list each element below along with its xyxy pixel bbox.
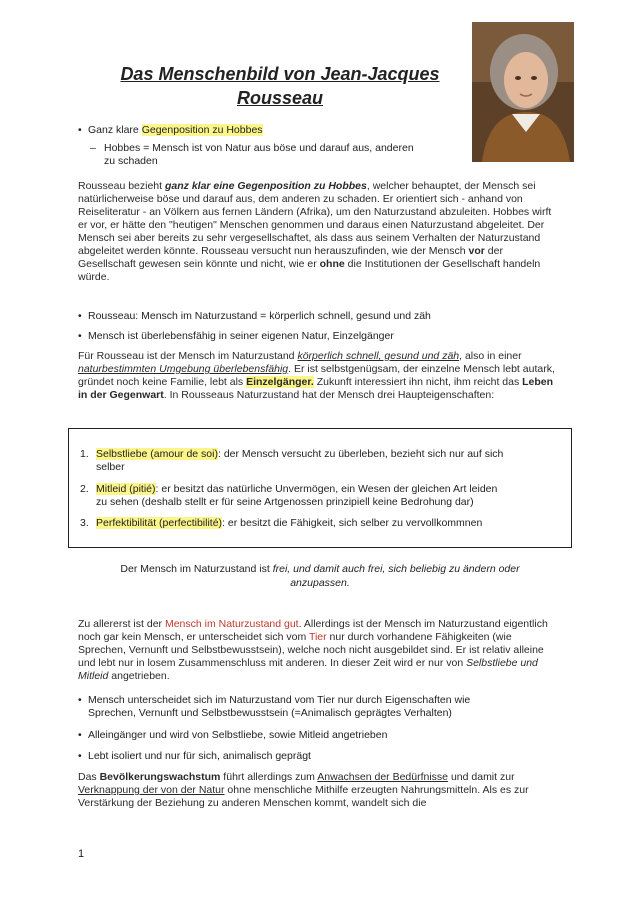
portrait-image: [472, 22, 574, 162]
page-number: 1: [78, 848, 85, 860]
list-item-perfektibilitaet: 3. Perfektibilität (perfectibilité): er besitzt die Fähigkeit, sich selber zu vervollkommnen: [80, 517, 483, 529]
list-item-selbstliebe: 1. Selbstliebe (amour de soi): der Mensch versucht zu überleben, bezieht sich nur auf sich selber: [80, 448, 504, 473]
bullet-isoliert: • Lebt isoliert und nur für sich, animalisch geprägt: [78, 750, 311, 762]
title-line-1: Das Menschenbild von Jean-Jacques: [120, 64, 440, 84]
centered-statement: Der Mensch im Naturzustand ist frei, und damit auch frei, sich beliebig zu ändern oder anzupassen.: [120, 563, 520, 589]
sub-bullet-line-1: Hobbes = Mensch ist von Natur aus böse und darauf aus, anderen: [104, 142, 414, 154]
bullet-dot: •: [78, 124, 82, 136]
highlight-gegenposition: Gegenposition zu Hobbes: [141, 124, 263, 136]
title-line-2: Rousseau: [236, 88, 324, 108]
bullet-gegenposition: [78, 124, 558, 137]
bullet-tier: • Mensch unterscheidet sich im Naturzustand vom Tier nur durch Eigenschaften wie Sprechen, Vernunft und Selbstbewusstsein (=Animalisch geprägtes Verhalten): [78, 694, 471, 719]
paragraph-mensch-gut: Zu allererst ist der Mensch im Naturzustand gut. Allerdings ist der Mensch im Naturzustand eigentlich noch gar kein Mensch, er unterscheidet sich vom Tier nur durch vorhandene Fähigkeiten (wie Sprechen, Vernunft und Selbstbewusstsein), welche noch nicht ausgebildet sind. Er ist relativ alleine und lebt nur in losem Zusammenschluss mit anderen. In dieser Zeit wird er nur von Selbstliebe und Mitleid angetrieben.: [78, 618, 548, 682]
highlight-selbstliebe: Selbstliebe (amour de soi): [96, 448, 218, 460]
paragraph-naturzustand: Für Rousseau ist der Mensch im Naturzustand körperlich schnell, gesund und zäh, also in einer naturbestimmten Umgebung überlebensfähig. Er ist selbstgenügsam, der einzelne Mensch lebt autark, gründet noch keine Familie, lebt als Einzelgänger. Zukunft interessiert ihn nicht, ihm reicht das Leben in der Gegenwart. In Rousseaus Naturzustand hat der Mensch drei Haupteigenschaften:: [78, 350, 555, 401]
bullet-alleingaenger: • Alleingänger und wird von Selbstliebe, sowie Mitleid angetrieben: [78, 729, 388, 741]
paragraph-bevoelkerung: Das Bevölkerungswachstum führt allerdings zum Anwachsen der Bedürfnisse und damit zur Verknappung der von der Natur ohne menschliche Mithilfe erzeugten Nahrungsmitteln. Als es zur Verstärkung der Beziehung zu anderen Menschen kommt, wandelt sich die: [78, 771, 529, 809]
bullet-text: Rousseau: Mensch im Naturzustand = körperlich schnell, gesund und zäh: [88, 310, 431, 322]
bullet-naturzustand: • Rousseau: Mensch im Naturzustand = körperlich schnell, gesund und zäh: [78, 310, 431, 322]
page-title: [60, 62, 500, 110]
list-item-mitleid: 2. Mitleid (pitié): er besitzt das natürliche Unvermögen, ein Wesen der gleichen Art leiden zu sehen (deshalb stellt er für seine Artgenossen prinzipiell keine Bedrohung dar): [80, 483, 498, 508]
paragraph-gegenposition: Rousseau bezieht ganz klar eine Gegenposition zu Hobbes, welcher behauptet, der Mensch sei natürlicherweise böse und darauf aus, dem anderen zu schaden. Er orientiert sich - anhand von Reiseliteratur - an Völkern aus fernen Ländern (Afrika), um den Naturzustand abzuleiten. Hobbes wirft er vor, er hätte den "heutigen" Menschen genommen und daraus einen Naturzustand abgeleitet. Der Mensch sei aber bereits zu sehr vergesellschaftet, als dass aus seinem Verhalten der Naturzustand abgeleitet werden könnte. Rousseau versucht nun herauszufinden, wie der Mensch vor der Gesellschaft gewesen sein könnte und nicht, wie er ohne die Institutionen der Gesellschaft handeln würde.: [78, 180, 552, 283]
bullet-ueberlebensfaehig: • Mensch ist überlebensfähig in seiner eigenen Natur, Einzelgänger: [78, 330, 394, 342]
sub-bullet-hobbes: [90, 142, 470, 168]
highlight-mitleid: Mitleid (pitié): [96, 483, 156, 495]
highlight-perfektibilitaet: Perfektibilität (perfectibilité): [96, 517, 223, 529]
bullet-text: Ganz klare: [88, 124, 142, 136]
rousseau-portrait: [472, 22, 574, 162]
dash-marker: –: [90, 142, 96, 154]
sub-bullet-line-2: zu schaden: [104, 155, 158, 167]
bullet-text: Mensch ist überlebensfähig in seiner eigenen Natur, Einzelgänger: [88, 330, 394, 342]
